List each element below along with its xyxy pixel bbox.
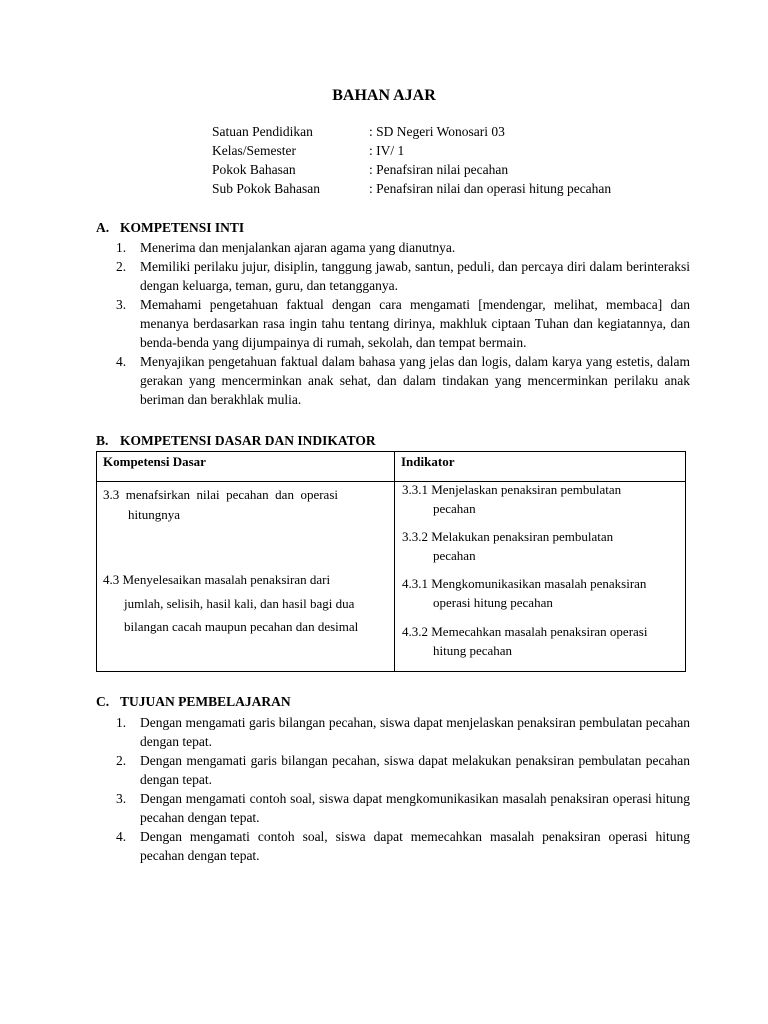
item-text: Menyajikan pengetahuan faktual dalam bahasa yang jelas dan logis, dalam karya yang estetis, dalam gerakan yang mencerminkan anak sehat, dan dalam tindakan yang mencerminkan perilaku anak beriman dan berakhlak mulia. (140, 354, 690, 407)
kd-text-continuation: jumlah, selisih, hasil kali, dan hasil bagi dua bilangan cacah maupun pecahan dan desimal (124, 595, 359, 634)
list-item (96, 713, 690, 751)
table-header-indikator: Indikator (401, 454, 455, 469)
section-kompetensi-dasar (96, 431, 696, 450)
indikator-text-line: 3.3.2 Melakukan penaksiran pembulatan (402, 529, 614, 544)
info-value: : SD Negeri Wonosari 03 (369, 124, 505, 139)
item-number: 4. (116, 354, 127, 369)
kd-text-line: 4.3 Menyelesaikan masalah penaksiran dari (103, 572, 331, 587)
section-tujuan-pembelajaran (96, 692, 696, 865)
section-title: KOMPETENSI DASAR DAN INDIKATOR (120, 433, 376, 448)
list-item (96, 751, 690, 789)
info-row (212, 179, 692, 198)
section-kompetensi-inti (96, 218, 696, 409)
indikator-text-line: 4.3.2 Memecahkan masalah penaksiran operasi (402, 624, 648, 639)
kompetensi-dasar-3-3 (103, 485, 387, 525)
info-label: Sub Pokok Bahasan (212, 181, 320, 196)
info-label: Satuan Pendidikan (212, 124, 313, 139)
kd-text-continuation: hitungnya (128, 507, 180, 522)
table-column-divider (394, 452, 395, 671)
indikator-3-3-2 (402, 528, 682, 565)
document-title: BAHAN AJAR (332, 87, 436, 104)
section-heading (96, 692, 696, 711)
indikator-text-line: 4.3.1 Mengkomunikasikan masalah penaksiran (402, 576, 647, 591)
list-item (96, 827, 690, 865)
indikator-4-3-1 (402, 575, 682, 612)
info-label: Kelas/Semester (212, 143, 296, 158)
info-value: : IV/ 1 (369, 143, 405, 158)
indikator-text-continuation: hitung pecahan (433, 642, 513, 658)
section-letter: B. (96, 433, 109, 448)
kompetensi-inti-list (96, 238, 696, 409)
info-block (212, 122, 692, 198)
section-heading (96, 431, 696, 450)
list-item (96, 238, 690, 257)
list-item (96, 257, 690, 295)
info-row (212, 141, 692, 160)
section-letter: C. (96, 694, 110, 709)
kd-text-line: 3.3 menafsirkan nilai pecahan dan operasi (103, 487, 338, 502)
section-heading (96, 218, 696, 237)
info-row (212, 122, 692, 141)
item-text: Dengan mengamati garis bilangan pecahan, siswa dapat melakukan penaksiran pembulatan pecahan dengan tepat. (140, 753, 690, 787)
section-title: TUJUAN PEMBELAJARAN (120, 694, 291, 709)
item-text: Dengan mengamati contoh soal, siswa dapat memecahkan masalah penaksiran operasi hitung pecahan dengan tepat. (140, 829, 690, 863)
info-row (212, 160, 692, 179)
indikator-text-continuation: pecahan (433, 500, 476, 516)
item-number: 3. (116, 297, 127, 312)
indikator-text-continuation: pecahan (433, 547, 476, 563)
item-number: 4. (116, 829, 127, 844)
list-item (96, 295, 690, 352)
kompetensi-dasar-4-3 (103, 568, 393, 639)
info-value: : Penafsiran nilai dan operasi hitung pecahan (369, 181, 612, 196)
item-text: Menerima dan menjalankan ajaran agama yang dianutnya. (140, 240, 456, 255)
section-title: KOMPETENSI INTI (120, 220, 245, 235)
item-number: 1. (116, 240, 127, 255)
info-value: : Penafsiran nilai pecahan (369, 162, 509, 177)
item-text: Memahami pengetahuan faktual dengan cara mengamati [mendengar, melihat, membaca] dan menanya berdasarkan rasa ingin tahu tentang dirinya, makhluk ciptaan Tuhan dan kegiatannya, dan benda-benda yang dijumpainya di rumah, sekolah, dan tempat bermain. (140, 297, 690, 350)
item-number: 2. (116, 753, 127, 768)
item-text: Dengan mengamati contoh soal, siswa dapat mengkomunikasikan masalah penaksiran operasi hitung pecahan dengan tepat. (140, 791, 690, 825)
section-letter: A. (96, 220, 110, 235)
indikator-3-3-1 (402, 481, 682, 518)
item-number: 1. (116, 715, 127, 730)
indikator-4-3-2 (402, 623, 682, 660)
table-header-kompetensi-dasar: Kompetensi Dasar (103, 454, 206, 469)
indikator-text-line: 3.3.1 Menjelaskan penaksiran pembulatan (402, 482, 622, 497)
tujuan-list (96, 713, 696, 865)
info-label: Pokok Bahasan (212, 162, 296, 177)
item-number: 2. (116, 259, 127, 274)
indikator-text-continuation: operasi hitung pecahan (433, 594, 553, 610)
item-text: Dengan mengamati garis bilangan pecahan, siswa dapat menjelaskan penaksiran pembulatan pecahan dengan tepat. (140, 715, 690, 749)
kompetensi-indikator-table (96, 451, 686, 672)
list-item (96, 352, 690, 409)
item-number: 3. (116, 791, 127, 806)
list-item (96, 789, 690, 827)
item-text: Memiliki perilaku jujur, disiplin, tanggung jawab, santun, peduli, dan percaya diri dalam berinteraksi dengan keluarga, teman, guru, dan tetangganya. (140, 259, 690, 293)
